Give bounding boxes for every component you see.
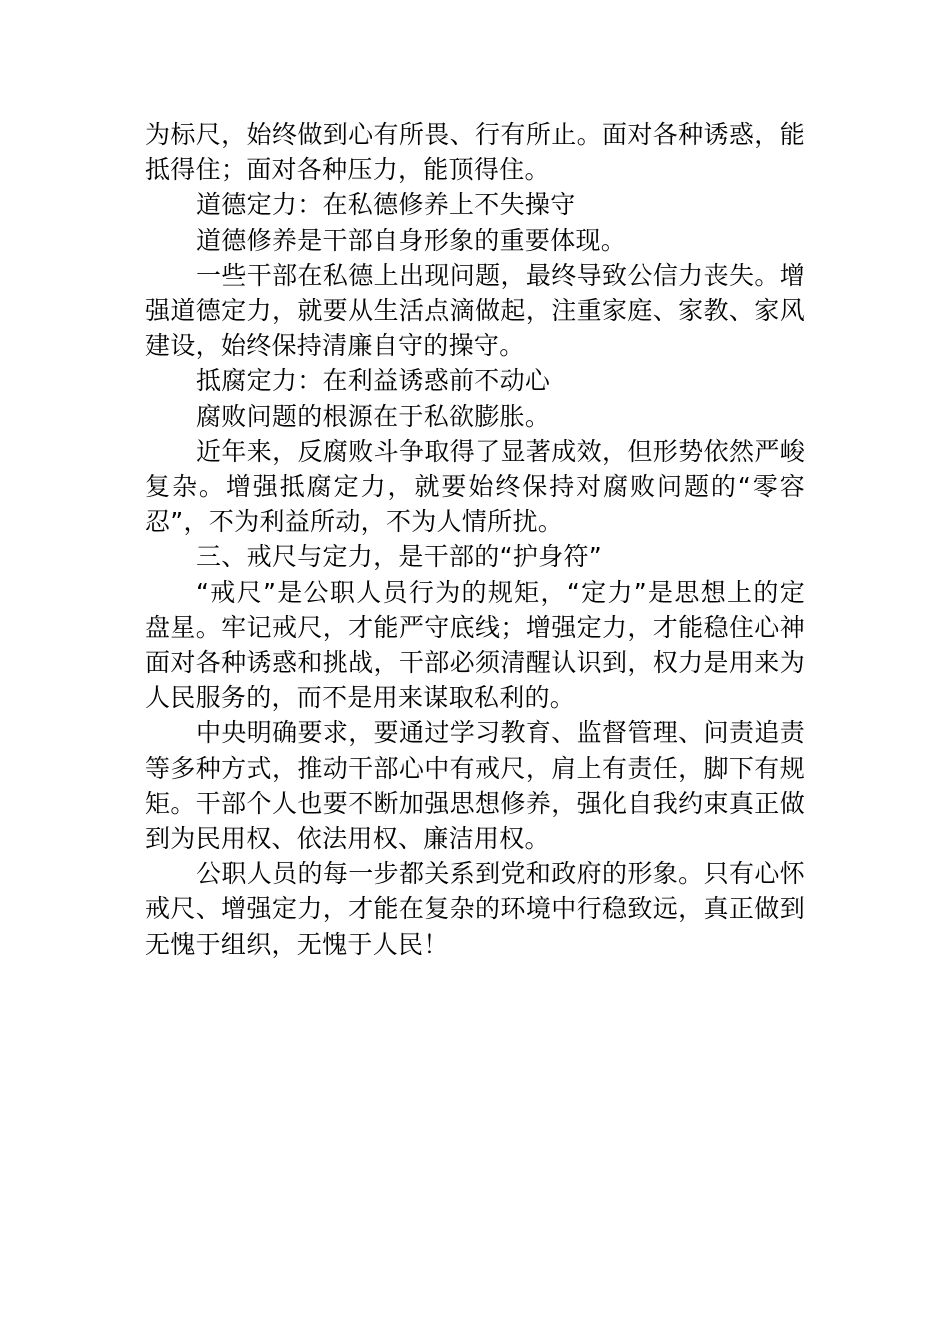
paragraph-central-requirements: 中央明确要求，要通过学习教育、监督管理、问责追责等多种方式，推动干部心中有戒尺，肩上有责任，脚下有规矩。干部个人也要不断加强思想修养，强化自我约束真正做到为民用权、依法用权、廉洁用权。: [145, 718, 805, 854]
paragraph-anticorruption-intro: 腐败问题的根源在于私欲膨胀。: [196, 401, 551, 431]
paragraph-continuation: 为标尺，始终做到心有所畏、行有所止。面对各种诱惑，能抵得住；面对各种压力，能顶得住。: [145, 120, 805, 185]
document-body: [145, 117, 805, 962]
section-heading-three: 三、戒尺与定力，是干部的“护身符”: [196, 542, 603, 572]
paragraph-moral-intro: 道德修养是干部自身形象的重要体现。: [196, 225, 627, 255]
paragraph-section-three-body: “戒尺”是公职人员行为的规矩，“定力”是思想上的定盘星。牢记戒尺，才能严守底线；增强定力，才能稳住心神面对各种诱惑和挑战，干部必须清醒认识到，权力是用来为人民服务的，而不是用来谋取私利的。: [145, 577, 805, 713]
paragraph-moral-body: 一些干部在私德上出现问题，最终导致公信力丧失。增强道德定力，就要从生活点滴做起，注重家庭、家教、家风建设，始终保持清廉自守的操守。: [145, 260, 805, 361]
subheading-moral-resolve: 道德定力：在私德修养上不失操守: [196, 190, 576, 220]
paragraph-conclusion: 公职人员的每一步都关系到党和政府的形象。只有心怀戒尺、增强定力，才能在复杂的环境中行稳致远，真正做到无愧于组织，无愧于人民！: [145, 859, 805, 959]
paragraph-anticorruption-body: 近年来，反腐败斗争取得了显著成效，但形势依然严峻复杂。增强抵腐定力，就要始终保持对腐败问题的“零容忍”，不为利益所动，不为人情所扰。: [145, 436, 805, 537]
subheading-anticorruption-resolve: 抵腐定力：在利益诱惑前不动心: [196, 366, 551, 396]
